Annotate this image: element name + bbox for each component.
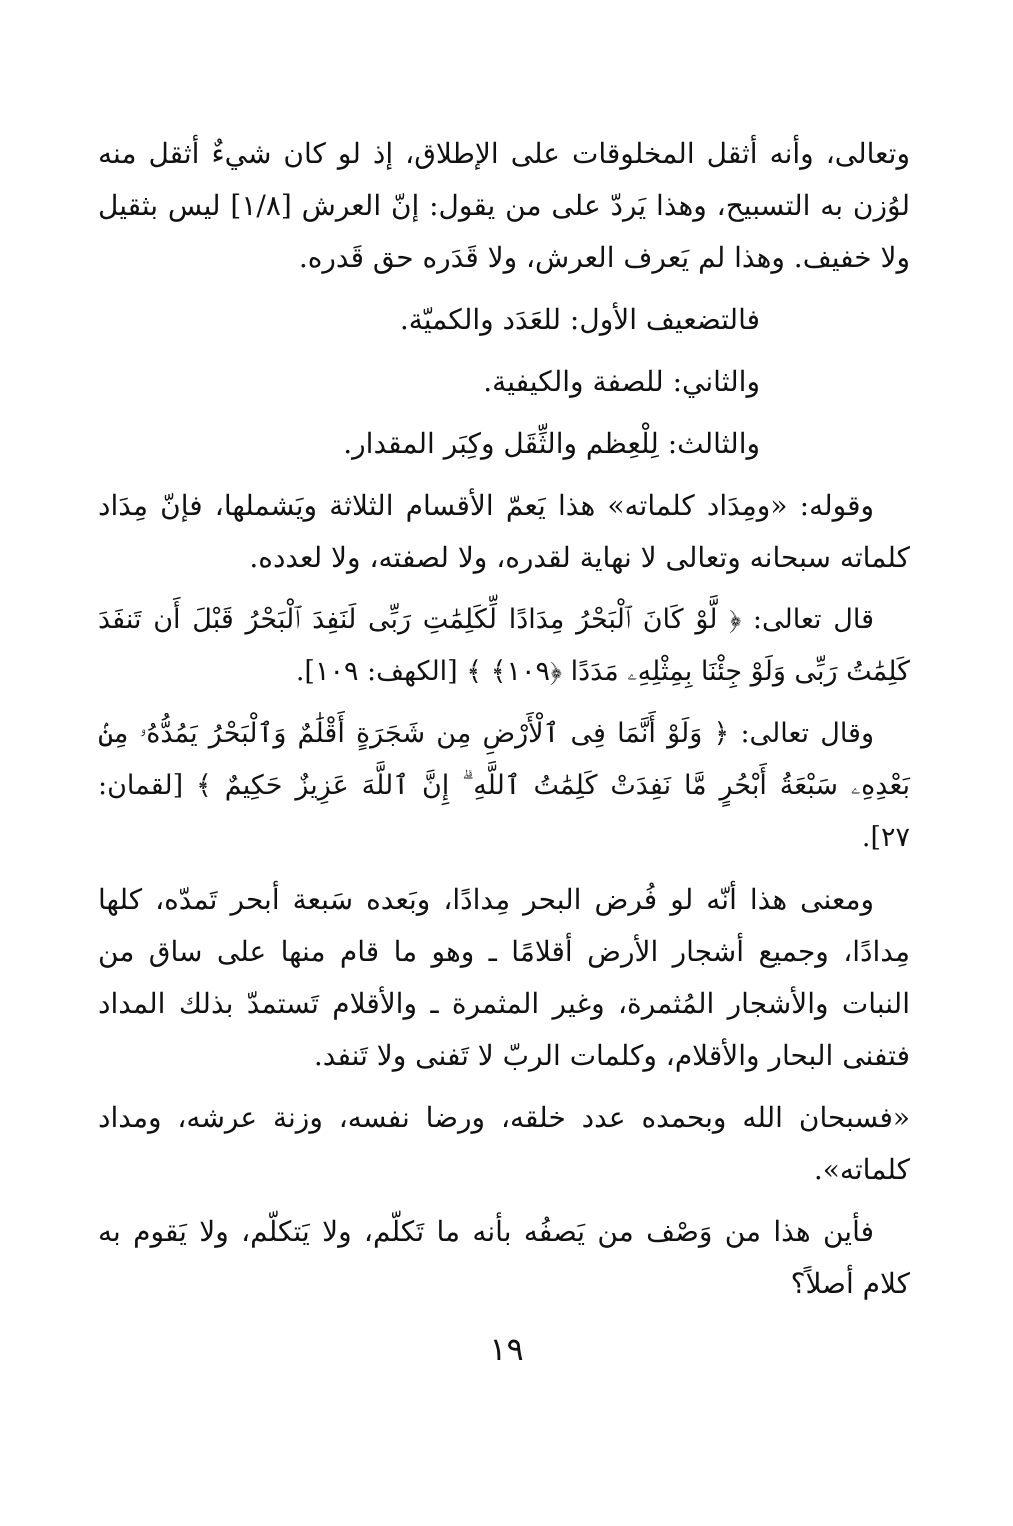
paragraph-1: وتعالى، وأنه أثقل المخلوقات على الإطلاق، إذ لو كان شيءٌ أثقل منه لوُزن به التسبيح، وهذا يَردّ على من يقول: إنّ العرش [١/٨] ليس بثقيل ولا خفيف. وهذا لم يَعرف العرش، ولا قَدَره حق قَدره.: [98, 137, 910, 274]
page-body: [98, 128, 910, 1320]
paragraph-8: ومعنى هذا أنّه لو فُرض البحر مِدادًا، وبَعده سَبعة أبحر تَمدّه، كلها مِدادًا، وجميع أشجار الأرض أقلامًا ـ وهو ما قام منها على ساق من النبات والأشجار المُثمرة، وغير المثمرة ـ والأقلام تَستمدّ بذلك المداد فتفنى البحار والأقلام، وكلمات الربّ لا تَفنى ولا تَنفد.: [98, 883, 910, 1072]
paragraph-9: «فسبحان الله وبحمده عدد خلقه، ورضا نفسه، وزنة عرشه، ومداد كلماته».: [98, 1101, 910, 1186]
paragraph-4: والثالث: لِلْعِظم والثِّقَل وكِبَر المقدار.: [343, 427, 760, 460]
paragraph-2: فالتضعيف الأول: للعَدَد والكميّة.: [399, 303, 760, 336]
paragraph-5: وقوله: «ومِدَاد كلماته» هذا يَعمّ الأقسام الثلاثة ويَشملها، فإنّ مِدَاد كلماته سبحانه وتعالى لا نهاية لقدره، ولا لصفته، ولا لعدده.: [98, 489, 910, 574]
paragraph-10: فأين هذا من وَصْف من يَصفُه بأنه ما تَكلّم، ولا يَتكلّم، ولا يَقوم به كلام أصلاً؟: [98, 1215, 910, 1300]
quran-quote-luqman: وقال تعالى: ﴿ وَلَوْ أَنَّمَا فِى ٱلْأَرْضِ مِن شَجَرَةٍ أَقْلَٰمٌ وَٱلْبَحْرُ يَمُدُّهُۥ مِنۢ بَعْدِهِۦ سَبْعَةُ أَبْحُرٍ مَّا نَفِدَتْ كَلِمَٰتُ ٱللَّهِ ۗ إِنَّ ٱللَّهَ عَزِيزٌ حَكِيمٌ ﴾ [لقمان: ٢٧].: [98, 718, 910, 853]
page-number: ١٩: [489, 1330, 524, 1368]
paragraph-3: والثاني: للصفة والكيفية.: [483, 365, 760, 398]
quran-quote-kahf: قال تعالى: ﴿ لَّوْ كَانَ ٱلْبَحْرُ مِدَادًا لِّكَلِمَٰتِ رَبِّى لَنَفِدَ ٱلْبَحْرُ قَبْلَ أَن تَنفَدَ كَلِمَٰتُ رَبِّى وَلَوْ جِئْنَا بِمِثْلِهِۦ مَدَدًا ﴿١٠٩﴾ ﴾ [الكهف: ١٠٩].: [98, 604, 910, 687]
